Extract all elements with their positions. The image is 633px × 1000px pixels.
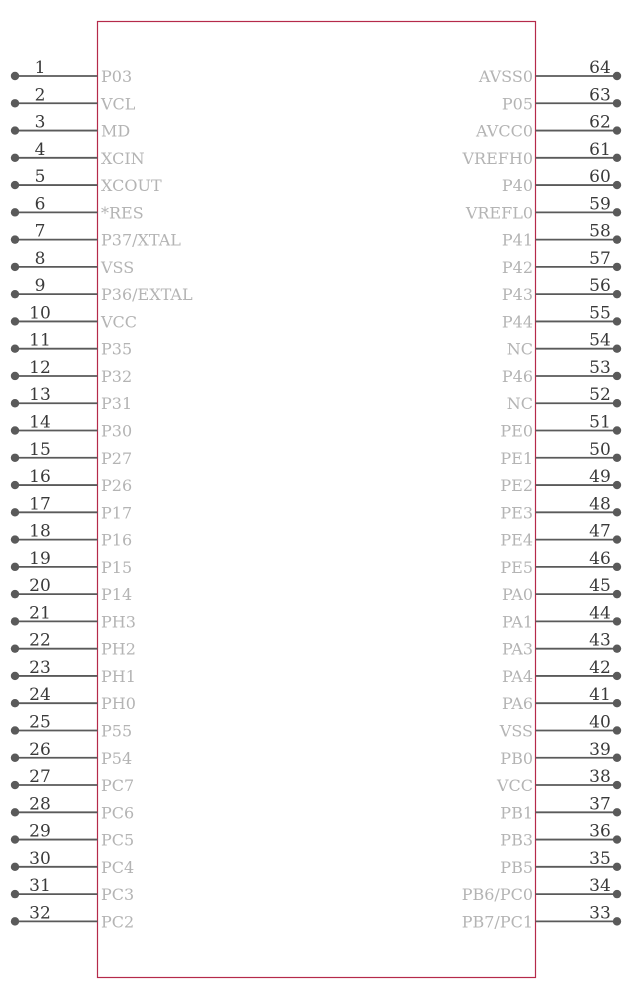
pin-number: 27 bbox=[29, 767, 51, 788]
pin-number: 39 bbox=[589, 739, 611, 760]
pin-name: P27 bbox=[101, 448, 133, 468]
pin-name: PB7/PC1 bbox=[461, 912, 533, 932]
pin-number: 53 bbox=[589, 357, 611, 378]
pin-15 bbox=[11, 440, 132, 468]
pin-38 bbox=[496, 767, 621, 795]
pin-number: 45 bbox=[589, 576, 611, 597]
pin-47 bbox=[500, 522, 621, 550]
pin-18 bbox=[11, 522, 132, 550]
pin-number: 22 bbox=[29, 630, 51, 651]
pin-53 bbox=[502, 358, 621, 386]
pin-number: 30 bbox=[29, 848, 51, 869]
pin-21 bbox=[11, 603, 136, 631]
pin-dot bbox=[613, 290, 621, 298]
pin-name: P14 bbox=[101, 585, 133, 605]
pin-dot bbox=[11, 672, 19, 680]
pin-number: 34 bbox=[589, 876, 611, 897]
pin-52 bbox=[507, 385, 621, 413]
pin-name: VSS bbox=[101, 257, 135, 277]
pin-name: PA6 bbox=[501, 694, 533, 714]
pin-44 bbox=[502, 603, 621, 631]
pin-name: PB6/PC0 bbox=[461, 885, 533, 905]
pin-name: NC bbox=[506, 394, 533, 414]
pin-name: XCIN bbox=[101, 148, 145, 168]
pin-64 bbox=[478, 58, 621, 86]
pin-8 bbox=[11, 249, 134, 277]
pin-number: 52 bbox=[589, 385, 611, 406]
pin-dot bbox=[613, 317, 621, 325]
pin-number: 35 bbox=[589, 848, 611, 869]
pin-32 bbox=[11, 903, 134, 931]
pin-29 bbox=[11, 822, 134, 850]
pin-23 bbox=[11, 658, 136, 686]
pin-number: 41 bbox=[589, 685, 611, 706]
pin-dot bbox=[11, 617, 19, 625]
pin-name: P26 bbox=[101, 476, 133, 496]
pin-number: 19 bbox=[29, 548, 51, 569]
pin-number: 25 bbox=[29, 712, 51, 733]
right-pin-group bbox=[461, 58, 621, 931]
pin-36 bbox=[500, 822, 621, 850]
pin-dot bbox=[11, 535, 19, 543]
pin-number: 26 bbox=[29, 739, 51, 760]
pin-dot bbox=[613, 126, 621, 134]
pin-name: P43 bbox=[501, 285, 533, 305]
pin-number: 6 bbox=[34, 194, 46, 215]
pin-dot bbox=[613, 235, 621, 243]
pin-number: 55 bbox=[589, 303, 611, 324]
pin-name: PB1 bbox=[500, 803, 533, 823]
pin-11 bbox=[11, 331, 132, 359]
pin-number: 28 bbox=[29, 794, 51, 815]
pin-49 bbox=[500, 467, 621, 495]
pin-30 bbox=[11, 849, 134, 877]
pin-10 bbox=[11, 303, 137, 331]
pin-number: 42 bbox=[589, 657, 611, 678]
pin-dot bbox=[613, 345, 621, 353]
pin-name: VREFL0 bbox=[465, 203, 533, 223]
pin-61 bbox=[461, 140, 621, 168]
pin-number: 23 bbox=[29, 657, 51, 678]
pin-dot bbox=[613, 399, 621, 407]
pin-name: MD bbox=[101, 121, 131, 141]
pin-name: P54 bbox=[101, 748, 133, 768]
pin-19 bbox=[11, 549, 132, 577]
pin-42 bbox=[502, 658, 621, 686]
pin-name: PH0 bbox=[101, 694, 136, 714]
pin-dot bbox=[11, 290, 19, 298]
pin-number: 49 bbox=[589, 467, 611, 488]
pin-46 bbox=[500, 549, 621, 577]
pin-name: PH1 bbox=[101, 666, 136, 686]
pin-name: PA4 bbox=[501, 666, 533, 686]
pin-name: PC2 bbox=[101, 912, 135, 932]
pin-name: P15 bbox=[101, 557, 133, 577]
pin-number: 50 bbox=[589, 439, 611, 460]
pin-number: 17 bbox=[29, 494, 51, 515]
pin-dot bbox=[11, 917, 19, 925]
pin-name: AVCC0 bbox=[476, 121, 533, 141]
pin-dot bbox=[613, 726, 621, 734]
pin-name: P31 bbox=[101, 394, 133, 414]
pin-7 bbox=[11, 222, 181, 250]
pin-dot bbox=[11, 263, 19, 271]
pin-number: 18 bbox=[29, 521, 51, 542]
pin-14 bbox=[11, 413, 132, 441]
pin-number: 56 bbox=[589, 276, 611, 297]
pin-number: 63 bbox=[589, 85, 611, 106]
pin-28 bbox=[11, 794, 134, 822]
pin-number: 24 bbox=[29, 685, 51, 706]
pin-number: 37 bbox=[589, 794, 611, 815]
pin-number: 59 bbox=[589, 194, 611, 215]
pin-name: PB5 bbox=[500, 857, 533, 877]
pin-name: PE2 bbox=[500, 476, 533, 496]
pin-dot bbox=[11, 754, 19, 762]
pin-number: 48 bbox=[589, 494, 611, 515]
pin-number: 4 bbox=[34, 139, 46, 160]
pin-number: 62 bbox=[589, 112, 611, 133]
pin-35 bbox=[500, 849, 621, 877]
pin-name: VREFH0 bbox=[462, 148, 533, 168]
pin-dot bbox=[11, 726, 19, 734]
pin-number: 46 bbox=[589, 548, 611, 569]
pin-56 bbox=[502, 276, 621, 304]
pin-dot bbox=[613, 154, 621, 162]
pin-dot bbox=[613, 590, 621, 598]
pin-1 bbox=[11, 58, 132, 86]
pin-name: PH3 bbox=[101, 612, 136, 632]
pin-name: P16 bbox=[101, 530, 133, 550]
pin-dot bbox=[11, 72, 19, 80]
pin-dot bbox=[11, 345, 19, 353]
pin-name: P55 bbox=[101, 721, 133, 741]
pin-54 bbox=[507, 331, 621, 359]
pin-number: 61 bbox=[589, 139, 611, 160]
pin-dot bbox=[11, 99, 19, 107]
pin-number: 10 bbox=[29, 303, 51, 324]
pin-name: P03 bbox=[101, 67, 133, 86]
pin-number: 32 bbox=[29, 903, 51, 924]
pin-dot bbox=[11, 181, 19, 189]
pin-number: 29 bbox=[29, 821, 51, 842]
pin-name: PA3 bbox=[501, 639, 533, 659]
pin-43 bbox=[502, 631, 621, 659]
pin-20 bbox=[11, 576, 132, 604]
pin-58 bbox=[502, 222, 621, 250]
pin-number: 11 bbox=[29, 330, 51, 351]
pin-dot bbox=[613, 617, 621, 625]
pin-name: PE0 bbox=[500, 421, 533, 441]
pin-number: 2 bbox=[34, 85, 46, 106]
pin-dot bbox=[613, 917, 621, 925]
pin-name: P17 bbox=[101, 503, 133, 523]
pin-dot bbox=[613, 781, 621, 789]
pin-dot bbox=[11, 454, 19, 462]
pin-number: 31 bbox=[29, 876, 51, 897]
pin-number: 36 bbox=[589, 821, 611, 842]
pin-26 bbox=[11, 740, 132, 768]
pin-name: P40 bbox=[501, 176, 533, 196]
pin-name: VCC bbox=[496, 776, 533, 796]
pin-50 bbox=[500, 440, 621, 468]
pin-51 bbox=[500, 413, 621, 441]
pin-dot bbox=[613, 808, 621, 816]
pin-dot bbox=[11, 863, 19, 871]
pin-name: P36/EXTAL bbox=[101, 285, 193, 305]
pin-55 bbox=[502, 303, 621, 331]
pin-17 bbox=[11, 494, 132, 522]
pin-16 bbox=[11, 467, 132, 495]
pin-24 bbox=[11, 685, 136, 713]
pin-name: PC5 bbox=[101, 830, 135, 850]
pin-number: 44 bbox=[589, 603, 611, 624]
pin-number: 58 bbox=[589, 221, 611, 242]
pin-name: PA1 bbox=[501, 612, 533, 632]
pin-number: 43 bbox=[589, 630, 611, 651]
pin-dot bbox=[11, 208, 19, 216]
pin-dot bbox=[11, 317, 19, 325]
pin-62 bbox=[475, 113, 621, 141]
pin-dot bbox=[613, 208, 621, 216]
pin-40 bbox=[499, 712, 621, 740]
pin-name: P05 bbox=[501, 94, 533, 114]
pin-number: 57 bbox=[589, 248, 611, 269]
pin-2 bbox=[11, 85, 136, 113]
pin-12 bbox=[11, 358, 132, 386]
pin-name: *RES bbox=[101, 203, 144, 223]
pin-number: 13 bbox=[29, 385, 51, 406]
pin-dot bbox=[613, 890, 621, 898]
pin-6 bbox=[11, 194, 144, 222]
pin-34 bbox=[462, 876, 621, 904]
pin-dot bbox=[613, 508, 621, 516]
pin-37 bbox=[500, 794, 621, 822]
pin-3 bbox=[11, 113, 130, 141]
pin-dot bbox=[613, 644, 621, 652]
pin-dot bbox=[613, 699, 621, 707]
pin-name: VSS bbox=[499, 721, 533, 741]
pin-name: PB0 bbox=[500, 748, 533, 768]
pin-name: PC3 bbox=[101, 885, 135, 905]
pin-number: 7 bbox=[34, 221, 46, 242]
left-pin-group bbox=[11, 58, 193, 931]
pin-number: 20 bbox=[29, 576, 51, 597]
pin-dot bbox=[11, 644, 19, 652]
pin-number: 12 bbox=[29, 357, 51, 378]
pin-9 bbox=[11, 276, 193, 304]
pin-dot bbox=[11, 126, 19, 134]
pin-48 bbox=[500, 494, 621, 522]
pin-number: 47 bbox=[589, 521, 611, 542]
pin-number: 51 bbox=[589, 412, 611, 433]
pin-name: PE1 bbox=[500, 448, 533, 468]
pin-dot bbox=[613, 99, 621, 107]
pin-25 bbox=[11, 712, 132, 740]
pin-name: P30 bbox=[101, 421, 133, 441]
pin-dot bbox=[613, 181, 621, 189]
pin-name: P42 bbox=[501, 257, 533, 277]
pin-13 bbox=[11, 385, 132, 413]
pin-63 bbox=[502, 85, 621, 113]
pin-dot bbox=[613, 835, 621, 843]
pin-39 bbox=[500, 740, 621, 768]
pin-4 bbox=[11, 140, 145, 168]
pin-name: NC bbox=[506, 339, 533, 359]
pin-name: P41 bbox=[501, 230, 533, 250]
pin-dot bbox=[613, 263, 621, 271]
pin-dot bbox=[11, 372, 19, 380]
pin-name: PC7 bbox=[101, 776, 135, 796]
pin-number: 54 bbox=[589, 330, 611, 351]
pin-dot bbox=[11, 481, 19, 489]
pin-name: PE5 bbox=[500, 557, 533, 577]
pin-dot bbox=[11, 890, 19, 898]
pin-name: P37/XTAL bbox=[101, 230, 181, 250]
pin-dot bbox=[613, 426, 621, 434]
pin-name: PE4 bbox=[500, 530, 533, 550]
pin-dot bbox=[11, 808, 19, 816]
pin-name: P44 bbox=[501, 312, 533, 332]
pin-dot bbox=[613, 72, 621, 80]
pin-dot bbox=[11, 154, 19, 162]
pin-dot bbox=[613, 454, 621, 462]
pin-dot bbox=[613, 481, 621, 489]
pin-number: 40 bbox=[589, 712, 611, 733]
pin-name: P32 bbox=[101, 366, 133, 386]
pin-number: 16 bbox=[29, 467, 51, 488]
pin-45 bbox=[502, 576, 621, 604]
pin-number: 5 bbox=[34, 167, 46, 188]
pin-number: 15 bbox=[29, 439, 51, 460]
pin-name: PH2 bbox=[101, 639, 136, 659]
pin-number: 1 bbox=[34, 58, 46, 78]
pin-59 bbox=[465, 194, 621, 222]
pin-number: 3 bbox=[34, 112, 46, 133]
pin-number: 14 bbox=[29, 412, 51, 433]
pin-60 bbox=[502, 167, 621, 195]
pin-dot bbox=[11, 590, 19, 598]
pin-number: 64 bbox=[589, 58, 611, 78]
pin-dot bbox=[11, 426, 19, 434]
pin-name: XCOUT bbox=[101, 176, 162, 196]
pin-27 bbox=[11, 767, 134, 795]
pin-57 bbox=[502, 249, 621, 277]
pin-dot bbox=[11, 781, 19, 789]
pin-dot bbox=[11, 563, 19, 571]
pin-number: 38 bbox=[589, 767, 611, 788]
pin-name: PC4 bbox=[101, 857, 135, 877]
pin-number: 8 bbox=[34, 248, 46, 269]
pin-name: PB3 bbox=[500, 830, 533, 850]
pin-name: P35 bbox=[101, 339, 133, 359]
pin-dot bbox=[613, 672, 621, 680]
pin-name: VCL bbox=[101, 94, 136, 114]
pin-number: 33 bbox=[589, 903, 611, 924]
pin-33 bbox=[462, 903, 621, 931]
pin-dot bbox=[613, 863, 621, 871]
pin-dot bbox=[613, 563, 621, 571]
pin-name: PC6 bbox=[101, 803, 135, 823]
pin-name: PE3 bbox=[500, 503, 533, 523]
pin-dot bbox=[613, 372, 621, 380]
pin-dot bbox=[11, 699, 19, 707]
pin-5 bbox=[11, 167, 162, 195]
pin-dot bbox=[613, 535, 621, 543]
pin-31 bbox=[11, 876, 134, 904]
pin-name: AVSS0 bbox=[478, 67, 533, 86]
pin-number: 9 bbox=[34, 276, 46, 297]
pin-dot bbox=[11, 235, 19, 243]
pin-number: 21 bbox=[29, 603, 51, 624]
pin-dot bbox=[11, 508, 19, 516]
pin-name: VCC bbox=[101, 312, 138, 332]
pin-22 bbox=[11, 631, 136, 659]
pin-name: P46 bbox=[501, 366, 533, 386]
pin-number: 60 bbox=[589, 167, 611, 188]
pin-dot bbox=[11, 835, 19, 843]
pin-dot bbox=[613, 754, 621, 762]
pin-41 bbox=[502, 685, 621, 713]
pin-dot bbox=[11, 399, 19, 407]
pin-name: PA0 bbox=[501, 585, 533, 605]
